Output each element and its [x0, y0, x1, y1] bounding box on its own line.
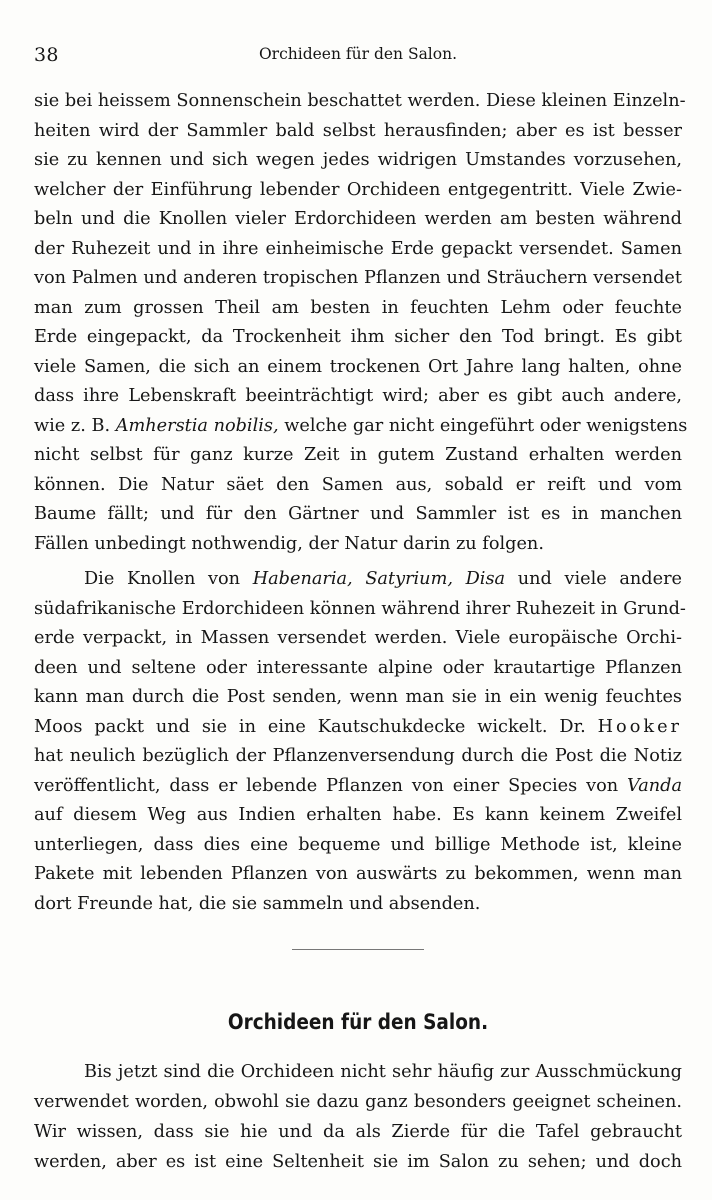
text-line [34, 713, 682, 743]
text-line: werden, aber es ist eine Seltenheit sie im Salon zu sehen; und doch [34, 1152, 682, 1172]
text-run: wie z. B. [34, 415, 116, 436]
paragraph-shipping-seeds [34, 87, 688, 559]
genus-name-italic: Disa [465, 569, 506, 589]
body-text [34, 87, 688, 919]
text-line: der Ruhezeit und in ihre einheimische Erde gepackt versendet. Samen [34, 238, 682, 259]
text-line: dass ihre Lebenskraft beeinträchtigt wird; aber es gibt auch andere, [34, 386, 682, 406]
spaced-author-name: Hooker [597, 716, 682, 737]
text-line: deen und seltene oder interessante alpine oder krautartige Pflanzen [34, 657, 682, 678]
text-line: unterliegen, dass dies eine bequeme und billige Methode ist, kleine [34, 834, 682, 855]
genus-name-italic: Habenaria, [252, 569, 353, 589]
text-line: nicht selbst für ganz kurze Zeit in gutem Zustand erhalten werden [34, 445, 682, 465]
text-line: dort Freunde hat, die sie sammeln und absenden. [34, 893, 481, 914]
genus-name-italic: Satyrium, [365, 569, 453, 589]
text-line: Erde eingepackt, da Trockenheit ihm sicher den Tod bringt. Es gibt [34, 327, 682, 347]
species-name-italic: Amherstia nobilis, [115, 415, 279, 436]
text-run: welche gar nicht eingeführt oder wenigstens [278, 415, 688, 436]
text-line: Pakete mit lebenden Pflanzen von auswärts zu bekommen, wenn man [34, 864, 682, 884]
text-line: verwendet worden, obwohl sie dazu ganz besonders geeignet scheinen. [34, 1092, 682, 1112]
section-body [34, 1057, 682, 1177]
paragraph-salon-intro [34, 1057, 682, 1177]
genus-name-italic: Vanda [627, 775, 682, 796]
text-line: man zum grossen Theil am besten in feuchten Lehm oder feuchte [34, 297, 682, 318]
text-line [34, 772, 682, 802]
text-line: Fällen unbedingt nothwendig, der Natur darin zu folgen. [34, 533, 544, 554]
text-line: sie bei heissem Sonnenschein beschattet werden. Diese kleinen Einzeln- [34, 91, 686, 111]
text-line [34, 412, 688, 442]
text-line: viele Samen, die sich an einem trockenen Ort Jahre lang halten, ohne [34, 356, 682, 377]
page-number: 38 [34, 44, 59, 66]
running-title: Orchideen für den Salon. [258, 45, 458, 63]
text-line [34, 565, 682, 595]
text-line: können. Die Natur säet den Samen aus, sobald er reift und vom [34, 474, 682, 495]
text-line: erde verpackt, in Massen versendet werden. Viele europäische Orchi- [34, 628, 682, 648]
text-line: auf diesem Weg aus Indien erhalten habe. Es kann keinem Zweifel [34, 805, 682, 825]
text-line: kann man durch die Post senden, wenn man sie in ein wenig feuchtes [34, 687, 682, 707]
text-line: hat neulich bezüglich der Pflanzenversendung durch die Post die Notiz [34, 746, 682, 766]
text-run: und viele andere [505, 569, 682, 589]
section-heading: Orchideen für den Salon. [227, 1010, 489, 1034]
text-line: Baume fällt; und für den Gärtner und Sammler ist es in manchen [34, 504, 682, 524]
text-run: veröffentlicht, dass er lebende Pflanzen von einer Species von [34, 775, 628, 796]
text-run: Moos packt und sie in eine Kautschukdecke wickelt. Dr. [34, 716, 598, 737]
text-line: Bis jetzt sind die Orchideen nicht sehr häufig zur Ausschmückung [84, 1062, 682, 1082]
page-header [34, 44, 682, 70]
paragraph-tubers-by-post [34, 565, 686, 919]
section-divider [292, 949, 424, 950]
text-line: heiten wird der Sammler bald selbst herausfinden; aber es ist besser [34, 120, 682, 141]
text-line: Wir wissen, dass sie hie und da als Zierde für die Tafel gebraucht [34, 1122, 682, 1142]
text-line: sie zu kennen und sich wegen jedes widrigen Umstandes vorzusehen, [34, 150, 682, 170]
text-line: beln und die Knollen vieler Erdorchideen werden am besten während [34, 209, 682, 229]
text-run: Die Knollen von [84, 569, 253, 589]
text-line: von Palmen und anderen tropischen Pflanzen und Sträuchern versendet [34, 268, 682, 288]
text-line: welcher der Einführung lebender Orchideen entgegentritt. Viele Zwie- [34, 179, 682, 200]
text-line: südafrikanische Erdorchideen können während ihrer Ruhezeit in Grund- [34, 598, 686, 619]
